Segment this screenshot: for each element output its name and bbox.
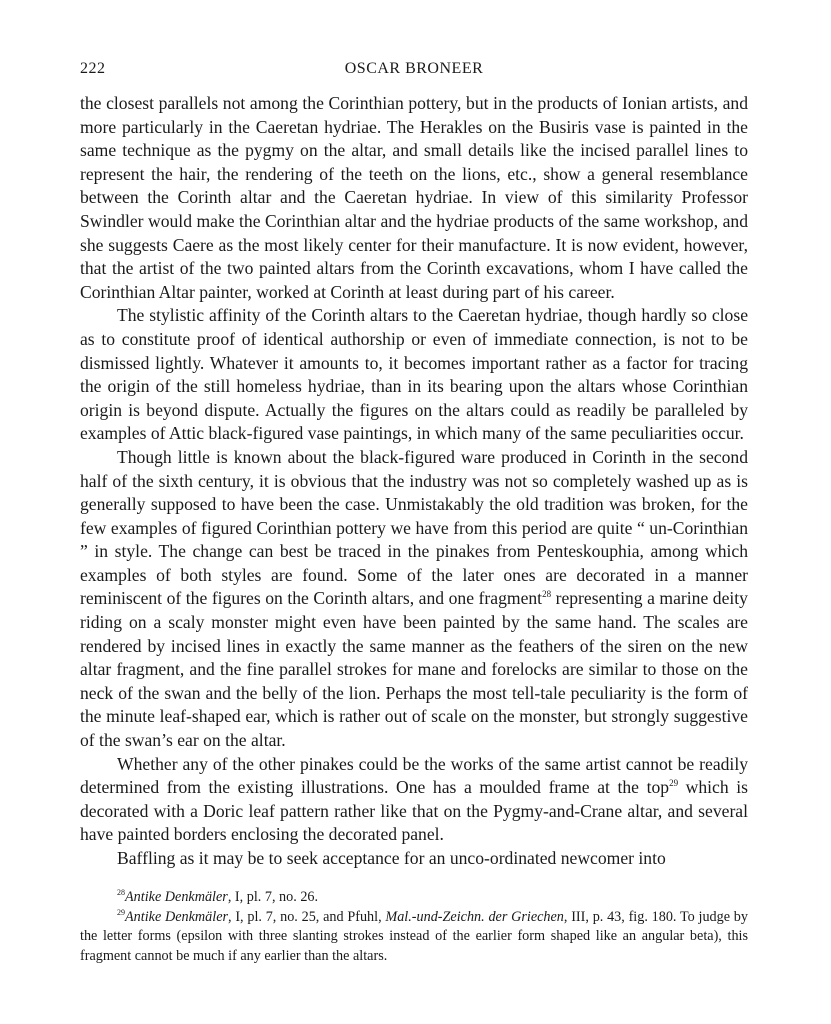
running-title: OSCAR BRONEER [344, 60, 484, 77]
footnotes [80, 888, 748, 966]
footnote-title: Antike Denkmäler [125, 889, 228, 905]
paragraph: Though little is known about the black-figured ware produced in Corinth in the second half of the sixth century, it is obvious that the industry was not so completely washed up as is generally supposed to have been the case. Unmistakably the old tradition was broken, for the few examples of figured Corinthian pottery we have from this period are quite “ un-Corinthian ” in style. The change can best be traced in the pinakes from Penteskouphia, among which examples of both styles are found. Some of the later ones are decorated in a manner reminiscent of the figures on the Corinth altars, and one fragment$^{28}$ representing a marine deity riding on a scaly monster might even have been painted by the same hand. The scales are rendered by incised lines in exactly the same manner as the feathers of the siren on the new altar fragment, and the fine parallel strokes for mane and forelocks are similar to those on the neck of the swan and the belly of the lion. Perhaps the most tell-tale peculiarity is the form of the minute leaf-shaped ear, which is rather out of scale on the monster, but strongly suggestive of the swan’s ear on the altar. [80, 446, 748, 751]
paragraph: Baffling as it may be to seek acceptance for an unco-ordinated newcomer into [117, 848, 666, 868]
footnote-title: Mal.-und-Zeichn. der Griechen [385, 908, 564, 925]
page-header [80, 60, 748, 82]
paragraph: Whether any of the other pinakes could be the works of the same artist cannot be readily determined from the existing illustrations. One has a moulded frame at the top$^{29}$ which is decorated with a Doric leaf pattern rather like that on the Pygmy-and-Crane altar, and several have painted borders enclosing the decorated panel. [80, 753, 748, 845]
footnote: $^{29}$Antike Denkmäler, I, pl. 7, no. 25, and Pfuhl, Mal.-und-Zeichn. der Griechen, III, p. 43, fig. 180. To judge by the letter forms (epsilon with three slanting strokes instead of the earlier form shaped like an angular beta), this fragment cannot be much if any earlier than the altars. [80, 907, 748, 964]
footnote-number: 28 [117, 888, 125, 897]
paragraph: the closest parallels not among the Corinthian pottery, but in the products of Ionian artists, and more particularly in the Caeretan hydriae. The Herakles on the Busiris vase is painted in the same technique as the pygmy on the altar, and small details like the incised parallel lines to represent the hair, the rendering of the teeth on the lions, etc., show a general resemblance between the Corinth altar and the Caeretan hydriae. In view of this similarity Professor Swindler would make the Corinthian altar and the hydriae products of the same workshop, and she suggests Caere as the most likely center for their manufacture. It is now evident, however, that the artist of the two painted altars from the Corinth excavations, whom I have called the Corinthian Altar painter, worked at Corinth at least during part of his career. [80, 93, 748, 302]
footnote-number: 29 [117, 907, 125, 917]
page-number: 222 [80, 60, 106, 77]
footnote-ref[interactable]: 29 [669, 778, 679, 789]
footnote-title: Antike Denkmäler [125, 908, 229, 925]
footnote-ref[interactable]: 28 [542, 589, 552, 600]
paragraph: The stylistic affinity of the Corinth altars to the Caeretan hydriae, though hardly so close as to constitute proof of identical authorship or even of immediate connection, is not to be dismissed lightly. Whatever it amounts to, it becomes important rather as a factor for tracing the origin of the still homeless hydriae, than in its bearing upon the altars whose Corinthian origin is beyond dispute. Actually the figures on the altars could as readily be paralleled by examples of Attic black-figured vase paintings, in which many of the same peculiarities occur. [80, 305, 748, 444]
footnote: $^{28}$Antike Denkmäler, I, pl. 7, no. 26. [117, 888, 319, 905]
body-text [80, 92, 748, 871]
